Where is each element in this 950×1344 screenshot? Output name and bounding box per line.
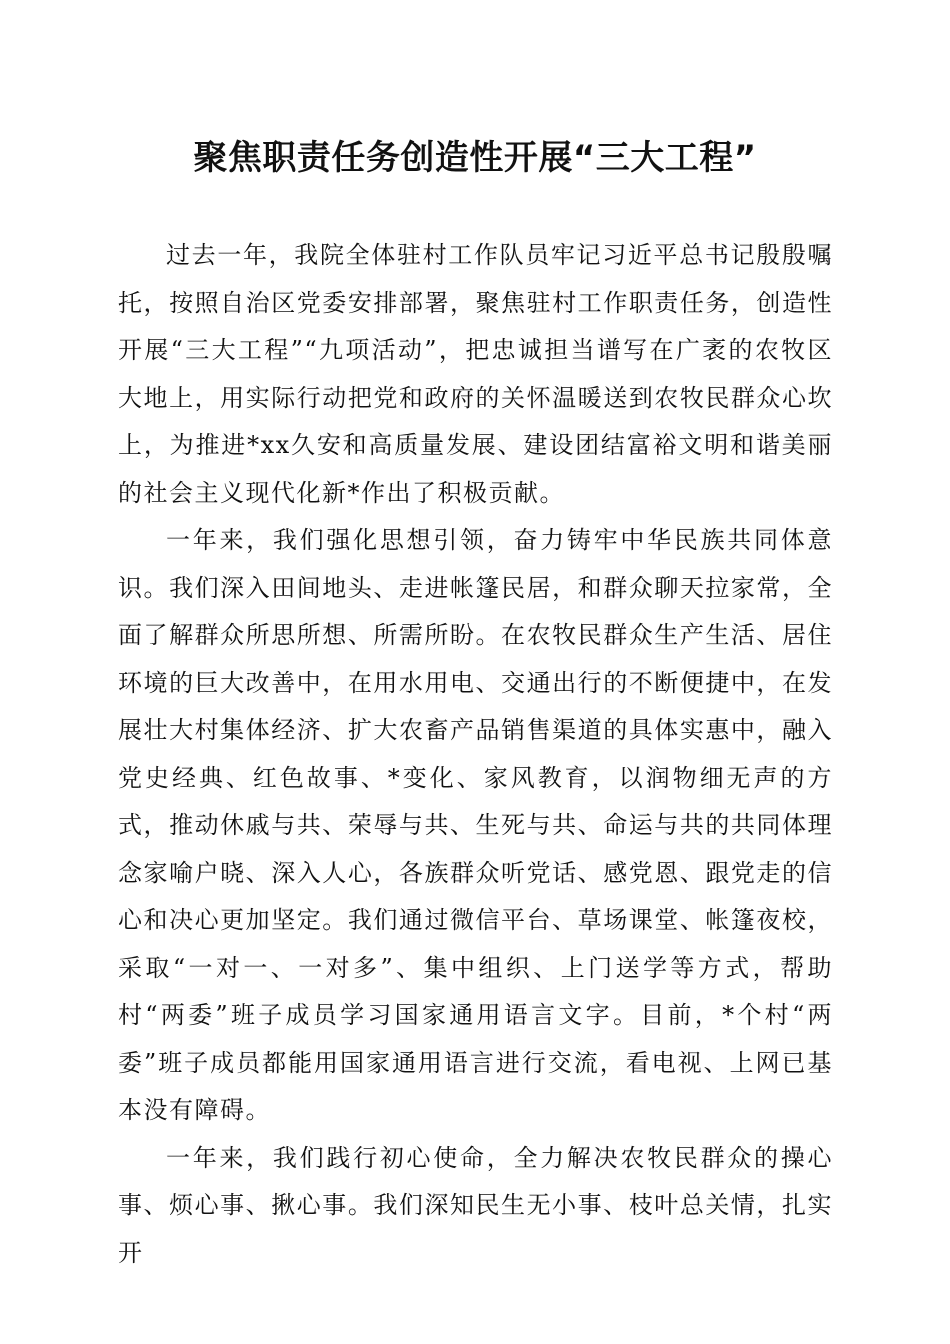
document-body: [118, 232, 833, 1277]
document-title: 聚焦职责任务创造性开展“三大工程”: [193, 138, 757, 178]
paragraph-3: 一年来，我们践行初心使命，全力解决农牧民群众的操心事、烦心事、揪心事。我们深知民生无小事、枝叶总关情，扎实开: [118, 1143, 833, 1267]
paragraph-2: 一年来，我们强化思想引领，奋力铸牢中华民族共同体意识。我们深入田间地头、走进帐篷民居，和群众聊天拉家常，全面了解群众所思所想、所需所盼。在农牧民群众生产生活、居住环境的巨大改善中，在用水用电、交通出行的不断便捷中，在发展壮大村集体经济、扩大农畜产品销售渠道的具体实惠中，融入党史经典、红色故事、*变化、家风教育，以润物细无声的方式，推动休戚与共、荣辱与共、生死与共、命运与共的共同体理念家喻户晓、深入人心，各族群众听党话、感党恩、跟党走的信心和决心更加坚定。我们通过微信平台、草场课堂、帐篷夜校，采取“一对一、一对多”、集中组织、上门送学等方式，帮助村“两委”班子成员学习国家通用语言文字。目前，*个村“两委”班子成员都能用国家通用语言进行交流，看电视、上网已基本没有障碍。: [118, 526, 833, 1124]
paragraph-1: 过去一年，我院全体驻村工作队员牢记习近平总书记殷殷嘱托，按照自治区党委安排部署，聚焦驻村工作职责任务，创造性开展“三大工程”“九项活动”，把忠诚担当谱写在广袤的农牧区大地上，用实际行动把党和政府的关怀温暖送到农牧民群众心坎上，为推进*xx久安和高质量发展、建设团结富裕文明和谐美丽的社会主义现代化新*作出了积极贡献。: [118, 241, 833, 507]
